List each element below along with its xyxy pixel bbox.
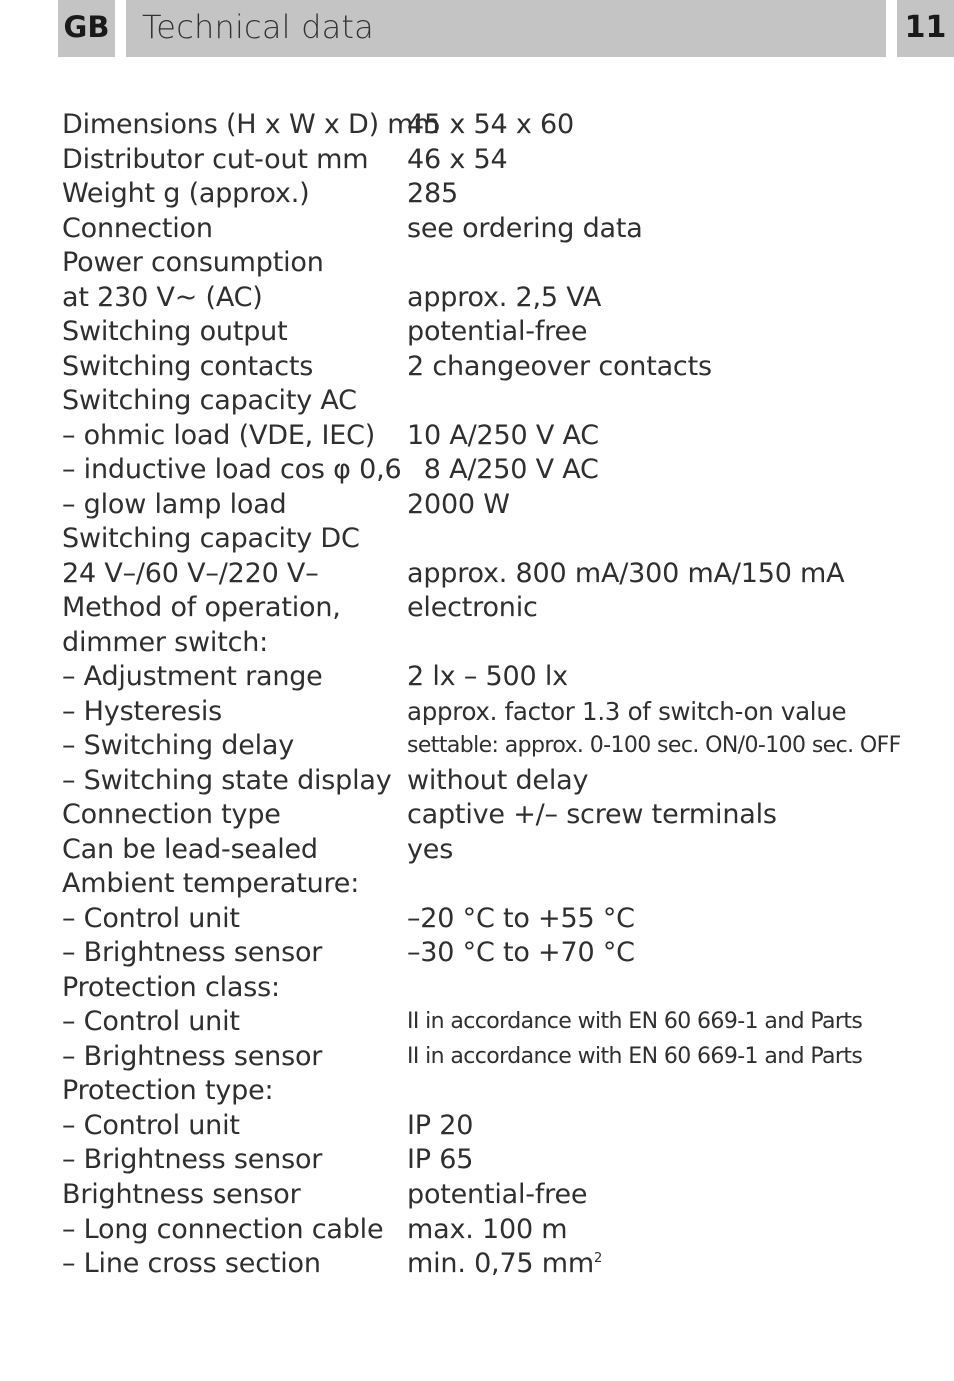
spec-row: [0, 315, 954, 350]
spec-row: [0, 384, 954, 419]
spec-label: – Hysteresis: [62, 695, 222, 727]
spec-label: Connection: [62, 212, 213, 244]
spec-value: [407, 1247, 602, 1281]
spec-value: 8 A/250 V AC: [407, 454, 599, 486]
spec-value: potential-free: [407, 316, 588, 348]
spec-row: [0, 212, 954, 247]
spec-row: [0, 177, 954, 212]
spec-value: 2 changeover contacts: [407, 350, 712, 382]
spec-value: approx. 2,5 VA: [407, 281, 602, 313]
spec-row: [0, 557, 954, 592]
spec-label: Protection class:: [62, 971, 280, 1003]
spec-label: – Adjustment range: [62, 661, 323, 693]
spec-value: 45 x 54 x 60: [407, 109, 574, 140]
spec-label: Brightness sensor: [62, 1178, 301, 1210]
spec-row: [0, 626, 954, 661]
spec-row: [0, 936, 954, 971]
spec-label: Dimensions (H x W x D) mm: [62, 109, 440, 140]
spec-value: potential-free: [407, 1178, 588, 1210]
spec-label: Switching capacity DC: [62, 523, 360, 555]
spec-label: – Brightness sensor: [62, 1144, 323, 1176]
spec-label: – glow lamp load: [62, 488, 287, 520]
spec-row: [0, 1143, 954, 1178]
page-title: Technical data: [142, 8, 374, 46]
spec-row: [0, 1074, 954, 1109]
page-number-tab: [897, 0, 954, 57]
spec-label: – ohmic load (VDE, IEC): [62, 419, 376, 451]
spec-value: approx. factor 1.3 of switch-on value: [407, 696, 847, 726]
spec-label: – Brightness sensor: [62, 1040, 323, 1072]
spec-label: Connection type: [62, 799, 281, 831]
spec-label: Distributor cut-out mm: [62, 143, 369, 175]
language-tab: [58, 0, 115, 57]
spec-row: [0, 488, 954, 523]
spec-row: [0, 453, 954, 488]
spec-value: 10 A/250 V AC: [407, 419, 599, 451]
spec-value: II in accordance with EN 60 669-1 and Parts: [407, 1009, 863, 1035]
spec-row: [0, 522, 954, 557]
spec-label: Weight g (approx.): [62, 178, 310, 210]
spec-value: IP 20: [407, 1109, 474, 1141]
spec-row: [0, 1178, 954, 1213]
spec-label: – Switching delay: [62, 730, 295, 762]
spec-label: – Brightness sensor: [62, 937, 323, 969]
spec-label: – Long connection cable: [62, 1213, 384, 1245]
spec-row: [0, 1109, 954, 1144]
spec-label: Switching capacity AC: [62, 385, 357, 417]
spec-row: [0, 108, 954, 143]
spec-row: [0, 867, 954, 902]
spec-row: [0, 1005, 954, 1040]
spec-value: II in accordance with EN 60 669-1 and Parts: [407, 1043, 863, 1069]
spec-row: [0, 143, 954, 178]
spec-label: Method of operation,: [62, 592, 341, 624]
spec-row: [0, 1247, 954, 1282]
spec-row: [0, 350, 954, 385]
spec-row: [0, 281, 954, 316]
spec-row: [0, 798, 954, 833]
spec-row: [0, 902, 954, 937]
spec-value: –20 °C to +55 °C: [407, 902, 635, 934]
spec-label: at 230 V~ (AC): [62, 281, 263, 313]
page-number: 11: [904, 10, 947, 45]
spec-label: – Line cross section: [62, 1248, 321, 1280]
spec-value: captive +/– screw terminals: [407, 799, 777, 831]
spec-label: – Switching state display: [62, 764, 392, 796]
spec-value: electronic: [407, 592, 538, 624]
spec-value: approx. 800 mA/300 mA/150 mA: [407, 557, 845, 589]
spec-label: – inductive load cos φ 0,6: [62, 454, 402, 486]
spec-label: Power consumption: [62, 247, 324, 279]
spec-label: – Control unit: [62, 1109, 240, 1141]
spec-label: Protection type:: [62, 1075, 274, 1107]
spec-value: 2 lx – 500 lx: [407, 661, 568, 693]
spec-label: Ambient temperature:: [62, 868, 360, 900]
spec-row: [0, 729, 954, 764]
spec-value: settable: approx. 0-100 sec. ON/0-100 sec. OFF: [407, 733, 901, 759]
spec-value: –30 °C to +70 °C: [407, 937, 635, 969]
spec-row: [0, 695, 954, 730]
header-bar: [126, 0, 886, 57]
spec-value: without delay: [407, 764, 589, 796]
spec-label: – Control unit: [62, 1006, 240, 1038]
spec-value: IP 65: [407, 1144, 474, 1176]
spec-row: [0, 971, 954, 1006]
spec-value-text: min. 0,75 mm: [407, 1248, 594, 1280]
spec-label: Can be lead-sealed: [62, 833, 318, 865]
spec-row: [0, 764, 954, 799]
language-code: GB: [63, 10, 110, 44]
spec-value: 2000 W: [407, 488, 510, 520]
spec-row: [0, 660, 954, 695]
spec-value: 285: [407, 178, 458, 210]
spec-label: – Control unit: [62, 902, 240, 934]
spec-row: [0, 1213, 954, 1248]
spec-row: [0, 1040, 954, 1075]
spec-label: Switching contacts: [62, 350, 314, 382]
spec-row: [0, 246, 954, 281]
spec-row: [0, 833, 954, 868]
spec-label: Switching output: [62, 316, 288, 348]
spec-row: [0, 419, 954, 454]
spec-label: dimmer switch:: [62, 626, 269, 658]
spec-value: 46 x 54: [407, 143, 508, 175]
spec-value: yes: [407, 833, 454, 865]
spec-row: [0, 591, 954, 626]
spec-label: 24 V–/60 V–/220 V–: [62, 557, 319, 589]
spec-value: see ordering data: [407, 212, 643, 244]
spec-value: max. 100 m: [407, 1213, 568, 1245]
technical-data-list: [0, 108, 954, 1282]
superscript-exponent: 2: [593, 1251, 603, 1267]
